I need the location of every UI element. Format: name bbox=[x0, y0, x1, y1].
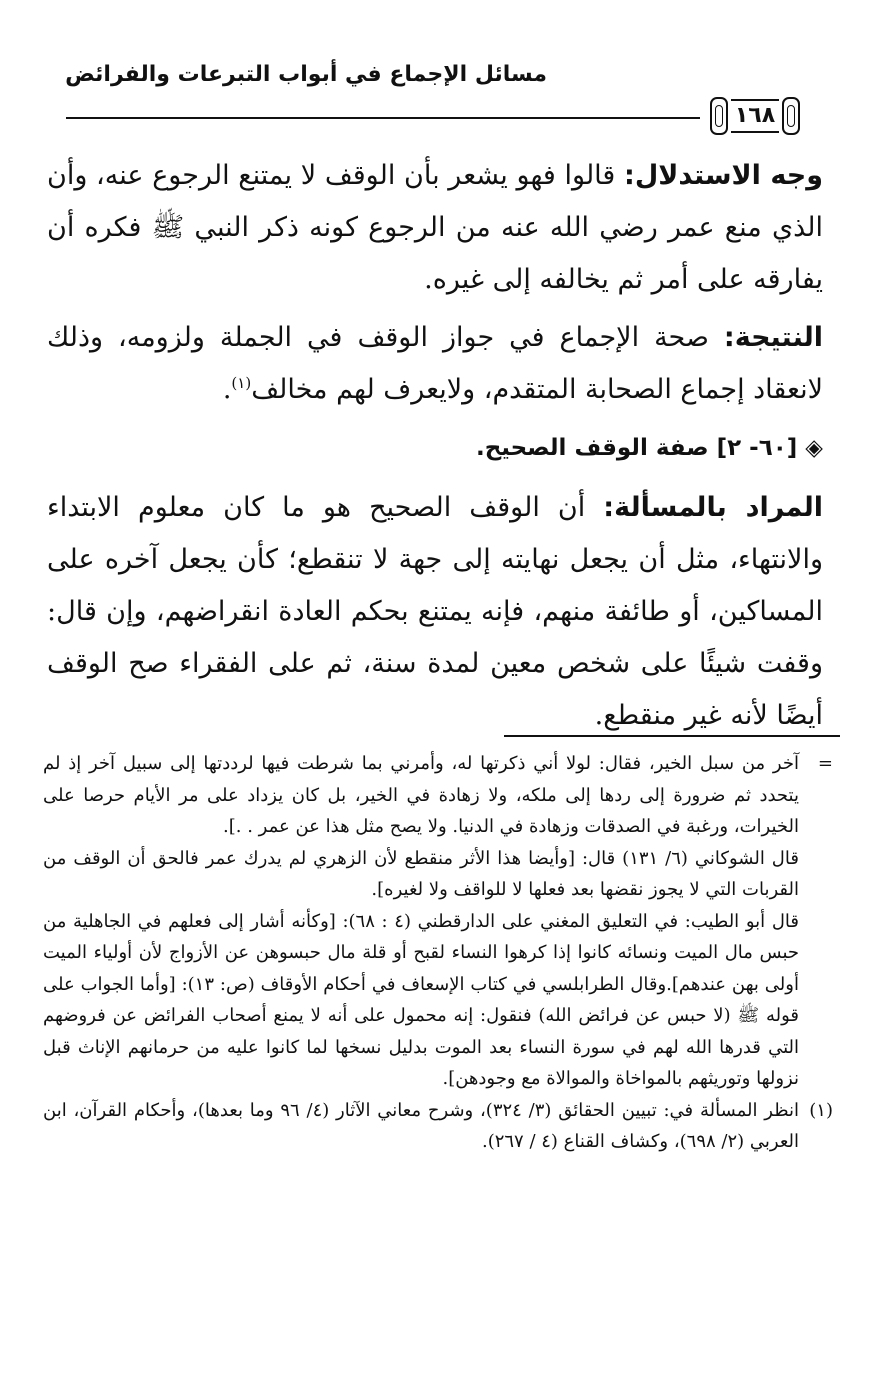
header-rule bbox=[66, 117, 786, 119]
paragraph-result bbox=[47, 312, 823, 416]
footnote-rule bbox=[504, 735, 840, 737]
section-heading bbox=[47, 422, 823, 474]
result-text: صحة الإجماع في جواز الوقف في الجملة ولزومه، وذلك لانعقاد إجماع الصحابة المتقدم، ولايعرف لهم مخالف bbox=[47, 322, 823, 405]
diamond-bullet-icon: ◈ bbox=[805, 435, 823, 461]
section-heading-text: [٦٠- ٢] صفة الوقف الصحيح. bbox=[475, 435, 798, 461]
ornament-left-icon bbox=[710, 97, 728, 135]
paragraph-definition bbox=[47, 482, 823, 742]
footnote-1-body bbox=[43, 1095, 799, 1158]
running-title: مسائل الإجماع في أبواب التبرعات والفرائض bbox=[65, 62, 547, 87]
evidence-label: وجه الاستدلال: bbox=[624, 160, 823, 191]
paragraph-evidence bbox=[47, 150, 823, 306]
footnote-paragraph: قال الشوكاني (٦/ ١٣١) قال: [وأيضا هذا الأثر منقطع لأن الزهري لم يدرك عمر فالحق أن الوقف من القربات التي لا يجوز نقضها بعد فعلها لا للواقف ولا لغيره]. bbox=[43, 847, 799, 900]
ornament-right-icon bbox=[782, 97, 800, 135]
footnote-1 bbox=[43, 1095, 833, 1158]
main-text bbox=[47, 150, 823, 748]
footnote-reference[interactable]: (١) bbox=[231, 374, 252, 392]
footnote-paragraph: قال أبو الطيب: في التعليق المغني على الدارقطني (٤ : ٦٨): [وكأنه أشار إلى فعلهم في الجاهلية من حبس مال الميت ونسائه كانوا إذا كرهوا النساء لقبح أو قلة مال حبسوهن عن الأزواج لأن أولياء الميت أولى بهن عندهم].وقال الطرابلسي في كتاب الإسعاف في أحكام الأوقاف (ص: ١٣): [وأما الجواب على قوله ﷺ (لا حبس عن فرائض الله) فنقول: إنه محمول على أنه لا يمنع أصحاب الفرائض عن فروضهم التي قدرها الله لهم في سورة النساء بعد الموت بدليل نسخها لما كانوا عليه من حرمانهم الإناث قبل نزولها وتوريثهم بالمواخاة والموالاة مع وجودهن]. bbox=[43, 910, 799, 1089]
footnote-1-mark: (١) bbox=[809, 1099, 833, 1121]
definition-text: أن الوقف الصحيح هو ما كان معلوم الابتداء والانتهاء، مثل أن يجعل نهايته إلى جهة لا تنقطع؛ كأن يجعل آخره على المساكين، أو طائفة منهم، فإنه يمتنع بحكم العادة انقراضهم، وإن قال: وقفت شيئًا على شخص معين لمدة سنة، ثم على الفقراء صح الوقف أيضًا لأنه غير منقطع. bbox=[47, 492, 823, 731]
footnote-continuation bbox=[43, 748, 833, 1095]
result-end: . bbox=[222, 374, 232, 405]
page-number-frame bbox=[700, 96, 810, 136]
definition-label: المراد بالمسألة: bbox=[603, 492, 823, 523]
continuation-body bbox=[43, 748, 799, 1095]
footnote-1-text: انظر المسألة في: تبيين الحقائق (٣/ ٣٢٤)، وشرح معاني الآثار (٤/ ٩٦ وما بعدها)، وأحكام القرآن، ابن العربي (٢/ ٦٩٨)، وكشاف القناع (٤ / ٢٦٧). bbox=[43, 1099, 800, 1152]
footnotes bbox=[43, 748, 833, 1158]
footnote-paragraph: آخر من سبل الخير، فقال: لولا أني ذكرتها له، وأمرني بما شرطت فيها لرددتها إلى سبيل آخر إذ لم يتحدد ثم ضرورة إلى ردها إلى ملكه، ولا زهادة في الخير، بل كان يزداد على مر الأيام حرصا على الخيرات، ورغبة في الصدقات وزهادة في الدنيا. ولا يصح مثل هذا عن عمر . .]. bbox=[43, 753, 799, 837]
result-label: النتيجة: bbox=[723, 322, 823, 353]
page-number: ١٦٨ bbox=[731, 99, 779, 133]
evidence-text: قالوا فهو يشعر بأن الوقف لا يمتنع الرجوع عنه، وأن الذي منع عمر رضي الله عنه من الرجوع كونه ذكر النبي ﷺ فكره أن يفارقه على أمر ثم يخالفه إلى غيره. bbox=[47, 160, 823, 295]
continuation-mark: = bbox=[817, 753, 833, 774]
